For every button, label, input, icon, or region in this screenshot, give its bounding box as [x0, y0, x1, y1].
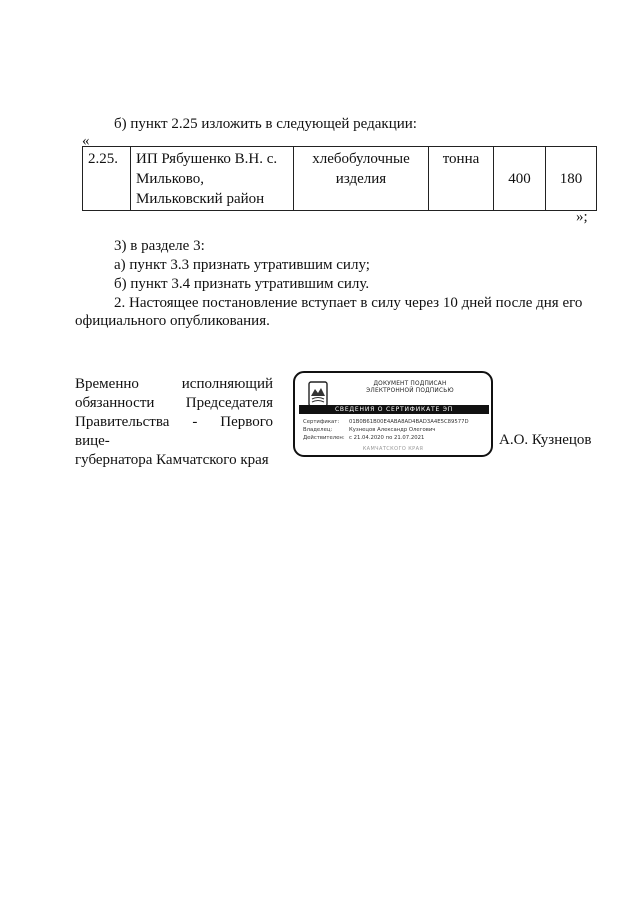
unit-cell: тонна	[429, 147, 494, 211]
intro-line: б) пункт 2.25 изложить в следующей редакции:	[114, 116, 417, 132]
stamp-cert-label: Сертификат:	[303, 419, 340, 425]
position-line: обязанности Председателя	[75, 395, 273, 411]
table-row	[83, 147, 597, 211]
organization-cell	[131, 147, 294, 211]
paragraph-effective-cont: официального опубликования.	[75, 313, 270, 329]
signatory-name: А.О. Кузнецов	[499, 432, 592, 448]
stamp-valid-label: Действителен:	[303, 435, 345, 441]
stamp-valid-row	[303, 435, 424, 442]
electronic-signature-stamp	[293, 371, 493, 457]
paragraph-effective: 2. Настоящее постановление вступает в силу через 10 дней после дня его	[114, 295, 583, 311]
stamp-owner-row	[303, 427, 435, 434]
stamp-bar: СВЕДЕНИЯ О СЕРТИФИКАТЕ ЭП	[299, 405, 489, 414]
stamp-owner-label: Владелец:	[303, 427, 333, 433]
position-line: Правительства - Первого вице-	[75, 414, 273, 449]
product-line: изделия	[335, 171, 387, 187]
organization-line: Мильково,	[136, 171, 204, 187]
stamp-cert-row	[303, 419, 469, 426]
stamp-header-line: ДОКУМЕНТ ПОДПИСАН	[373, 381, 447, 387]
coat-of-arms-emblem-icon	[308, 381, 328, 407]
value-cell-2: 180	[546, 147, 597, 211]
paragraph-item-b: б) пункт 3.4 признать утратившим силу.	[114, 276, 370, 292]
stamp-valid-value: с 21.04.2020 по 21.07.2021	[349, 435, 425, 441]
stamp-owner-value: Кузнецов Александр Олегович	[349, 427, 436, 433]
quote-close: »;	[576, 209, 588, 225]
stamp-cert-value: 01B0B61B00E4ABA8AD4BAD3A4E5C89577D	[349, 419, 469, 425]
product-cell	[294, 147, 429, 211]
value-cell-1: 400	[494, 147, 546, 211]
amendment-table	[82, 146, 597, 211]
stamp-header-line: ЭЛЕКТРОННОЙ ПОДПИСЬЮ	[366, 388, 454, 394]
quote-open: «	[82, 133, 90, 149]
stamp-footer: КАМЧАТСКОГО КРАЯ	[362, 446, 424, 452]
paragraph-section-3: 3) в разделе 3:	[114, 238, 205, 254]
product-line: хлебобулочные	[312, 151, 410, 167]
signatory-position	[75, 375, 273, 470]
position-line: губернатора Камчатского края	[75, 452, 269, 468]
position-line: Временно исполняющий	[75, 376, 273, 392]
organization-line: Мильковский район	[136, 191, 265, 207]
paragraph-item-a: а) пункт 3.3 признать утратившим силу;	[114, 257, 370, 273]
organization-line: ИП Рябушенко В.Н. с.	[136, 151, 278, 167]
row-number: 2.25.	[83, 147, 131, 211]
stamp-header	[335, 381, 485, 395]
